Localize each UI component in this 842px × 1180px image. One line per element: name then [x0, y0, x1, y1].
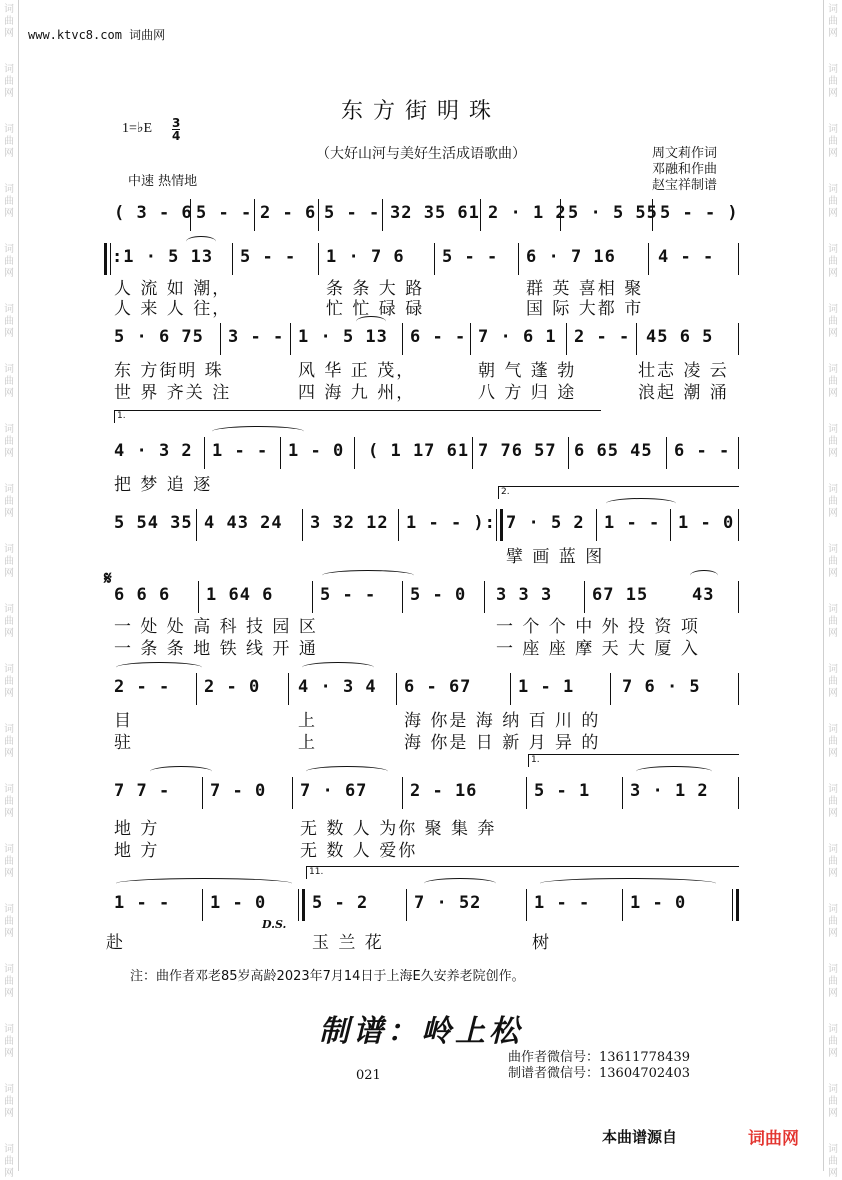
watermark-text: 词 曲 网 — [4, 544, 14, 579]
measure: 1 - 0 — [210, 893, 267, 913]
watermark-text: 词 曲 网 — [4, 1144, 14, 1179]
measure: 1 - 0 — [678, 513, 735, 533]
measure: 6 65 45 — [574, 441, 653, 461]
measure: 1 - 0 — [288, 441, 345, 461]
composer-credit: 邓融和作曲 — [652, 162, 718, 177]
measure: 2 - - — [574, 327, 631, 347]
score-row-1 — [112, 196, 740, 233]
tempo-marking: 中速 热情地 — [128, 174, 198, 189]
measure: 5 - - — [240, 247, 297, 267]
song-title: 东方街明珠 — [340, 99, 501, 124]
watermark-text: 词 曲 网 — [4, 304, 14, 339]
watermark-text: 词 曲 网 — [4, 424, 14, 459]
score-row-7 — [112, 670, 740, 707]
measure: 32 35 61 — [390, 203, 480, 223]
measure: 1 - 1 — [518, 677, 575, 697]
measure: 7 6 · 5 — [622, 677, 701, 697]
arranger-credit: 赵宝祥制谱 — [652, 178, 718, 193]
score-row-6 — [112, 578, 740, 615]
watermark-text: 词 曲 网 — [4, 844, 14, 879]
measure: 5 - 0 — [410, 585, 467, 605]
measure: 6 6 6 — [114, 585, 171, 605]
measure: 5 54 35 — [114, 513, 193, 533]
measure: 45 6 5 — [646, 327, 714, 347]
measure: 6 - - — [410, 327, 467, 347]
time-signature: 3 4 — [172, 116, 181, 143]
measure: 3 3 3 — [496, 585, 553, 605]
measure: 2 · 1 2 — [488, 203, 567, 223]
measure: 67 15 — [592, 585, 649, 605]
measure: 1 - - — [534, 893, 591, 913]
score-row-9 — [112, 886, 740, 923]
measure: ( 3 - 6 — [114, 203, 193, 223]
measure: 1 - - — [604, 513, 661, 533]
watermark-text: 词 曲 网 — [4, 724, 14, 759]
watermark-text: 词 曲 网 — [4, 364, 14, 399]
measure: 5 · 5 55 — [568, 203, 658, 223]
measure: 1 - - ): — [406, 513, 496, 533]
measure: 5 - - — [196, 203, 253, 223]
watermark-text: 词 曲 网 — [828, 604, 838, 639]
watermark-text: 词 曲 网 — [4, 904, 14, 939]
page-number: 021 — [356, 1068, 381, 1083]
right-watermark-strip — [823, 0, 842, 1179]
arranger-signature: 制谱：岭上松 — [319, 1014, 523, 1049]
watermark-text: 词 曲 网 — [828, 844, 838, 879]
lyricist-credit: 周文莉作词 — [652, 146, 718, 161]
measure: 5 - - — [442, 247, 499, 267]
watermark-text: 词 曲 网 — [4, 664, 14, 699]
ds-marking: D.S. — [262, 918, 287, 931]
source-brand-link[interactable]: 词曲网 — [748, 1129, 799, 1149]
measure: :1 · 5 13 — [112, 247, 214, 267]
volta-2: 2. — [498, 486, 739, 499]
measure: 7 · 5 2 — [506, 513, 585, 533]
segno-sign: 𝄋 — [104, 568, 112, 589]
measure: 7 · 67 — [300, 781, 368, 801]
measure: 1 - 0 — [630, 893, 687, 913]
watermark-text: 词 曲 网 — [828, 664, 838, 699]
score-row-8 — [112, 774, 740, 811]
measure: 3 32 12 — [310, 513, 389, 533]
measure: 4 · 3 4 — [298, 677, 377, 697]
watermark-text: 词 曲 网 — [4, 124, 14, 159]
watermark-text: 词 曲 网 — [828, 784, 838, 819]
measure: 1 - - — [212, 441, 269, 461]
watermark-text: 词 曲 网 — [828, 1144, 838, 1179]
watermark-text: 词 曲 网 — [4, 4, 14, 39]
watermark-text: 词 曲 网 — [4, 964, 14, 999]
volta-1: 1. — [114, 410, 601, 423]
volta-final: 11. — [306, 866, 739, 879]
watermark-text: 词 曲 网 — [828, 304, 838, 339]
watermark-text: 词 曲 网 — [828, 964, 838, 999]
watermark-text: 词 曲 网 — [828, 364, 838, 399]
measure: 5 - - ) — [660, 203, 739, 223]
watermark-text: 词 曲 网 — [828, 724, 838, 759]
watermark-text: 词 曲 网 — [4, 1024, 14, 1059]
composer-wechat: 曲作者微信号：13611778439 — [508, 1050, 690, 1065]
watermark-text: 词 曲 网 — [4, 184, 14, 219]
composition-note: 注：曲作者邓老85岁高龄2023年7月14日于上海E久安养老院创作。 — [130, 969, 525, 984]
watermark-text: 词 曲 网 — [4, 1084, 14, 1119]
measure: 2 - - — [114, 677, 171, 697]
source-label: 本曲谱源自 — [602, 1128, 678, 1146]
measure: 1 · 7 6 — [326, 247, 405, 267]
watermark-text: 词 曲 网 — [4, 484, 14, 519]
score-row-5 — [112, 506, 740, 543]
score-row-4 — [112, 434, 740, 471]
watermark-text: 词 曲 网 — [828, 484, 838, 519]
song-subtitle: （大好山河与美好生活成语歌曲） — [316, 146, 526, 162]
watermark-text: 词 曲 网 — [4, 784, 14, 819]
measure: 5 - 2 — [312, 893, 369, 913]
measure: 7 · 6 1 — [478, 327, 557, 347]
measure: 43 — [692, 585, 715, 605]
key-signature: 1=♭E — [122, 121, 153, 136]
measure: 2 - 16 — [410, 781, 478, 801]
measure: 5 - - — [324, 203, 381, 223]
site-header[interactable]: www.ktvc8.com 词曲网 — [28, 28, 166, 42]
measure: 1 64 6 — [206, 585, 274, 605]
watermark-text: 词 曲 网 — [828, 904, 838, 939]
measure: 7 7 - — [114, 781, 171, 801]
measure: 5 - 1 — [534, 781, 591, 801]
measure: 4 · 3 2 — [114, 441, 193, 461]
watermark-text: 词 曲 网 — [4, 64, 14, 99]
watermark-text: 词 曲 网 — [828, 424, 838, 459]
measure: 7 76 57 — [478, 441, 557, 461]
measure: ( 1 17 61 — [368, 441, 470, 461]
watermark-text: 词 曲 网 — [828, 544, 838, 579]
measure: 2 - 0 — [204, 677, 261, 697]
watermark-text: 词 曲 网 — [828, 1084, 838, 1119]
measure: 6 - 67 — [404, 677, 472, 697]
watermark-text: 词 曲 网 — [4, 244, 14, 279]
measure: 5 · 6 75 — [114, 327, 204, 347]
watermark-text: 词 曲 网 — [828, 64, 838, 99]
measure: 6 · 7 16 — [526, 247, 616, 267]
watermark-text: 词 曲 网 — [828, 124, 838, 159]
score-row-3 — [112, 320, 740, 357]
measure: 5 - - — [320, 585, 377, 605]
measure: 1 - - — [114, 893, 171, 913]
measure: 1 · 5 13 — [298, 327, 388, 347]
measure: 3 - - — [228, 327, 285, 347]
measure: 3 · 1 2 — [630, 781, 709, 801]
measure: 4 43 24 — [204, 513, 283, 533]
arranger-wechat: 制谱者微信号：13604702403 — [508, 1066, 690, 1081]
watermark-text: 词 曲 网 — [828, 4, 838, 39]
watermark-text: 词 曲 网 — [828, 1024, 838, 1059]
measure: 6 - - — [674, 441, 731, 461]
watermark-text: 词 曲 网 — [4, 604, 14, 639]
volta-1b: 1. — [528, 754, 739, 767]
watermark-text: 词 曲 网 — [828, 244, 838, 279]
left-watermark-strip — [0, 0, 19, 1179]
measure: 2 - 6 — [260, 203, 317, 223]
measure: 4 - - — [658, 247, 715, 267]
measure: 7 - 0 — [210, 781, 267, 801]
watermark-text: 词 曲 网 — [828, 184, 838, 219]
measure: 7 · 52 — [414, 893, 482, 913]
